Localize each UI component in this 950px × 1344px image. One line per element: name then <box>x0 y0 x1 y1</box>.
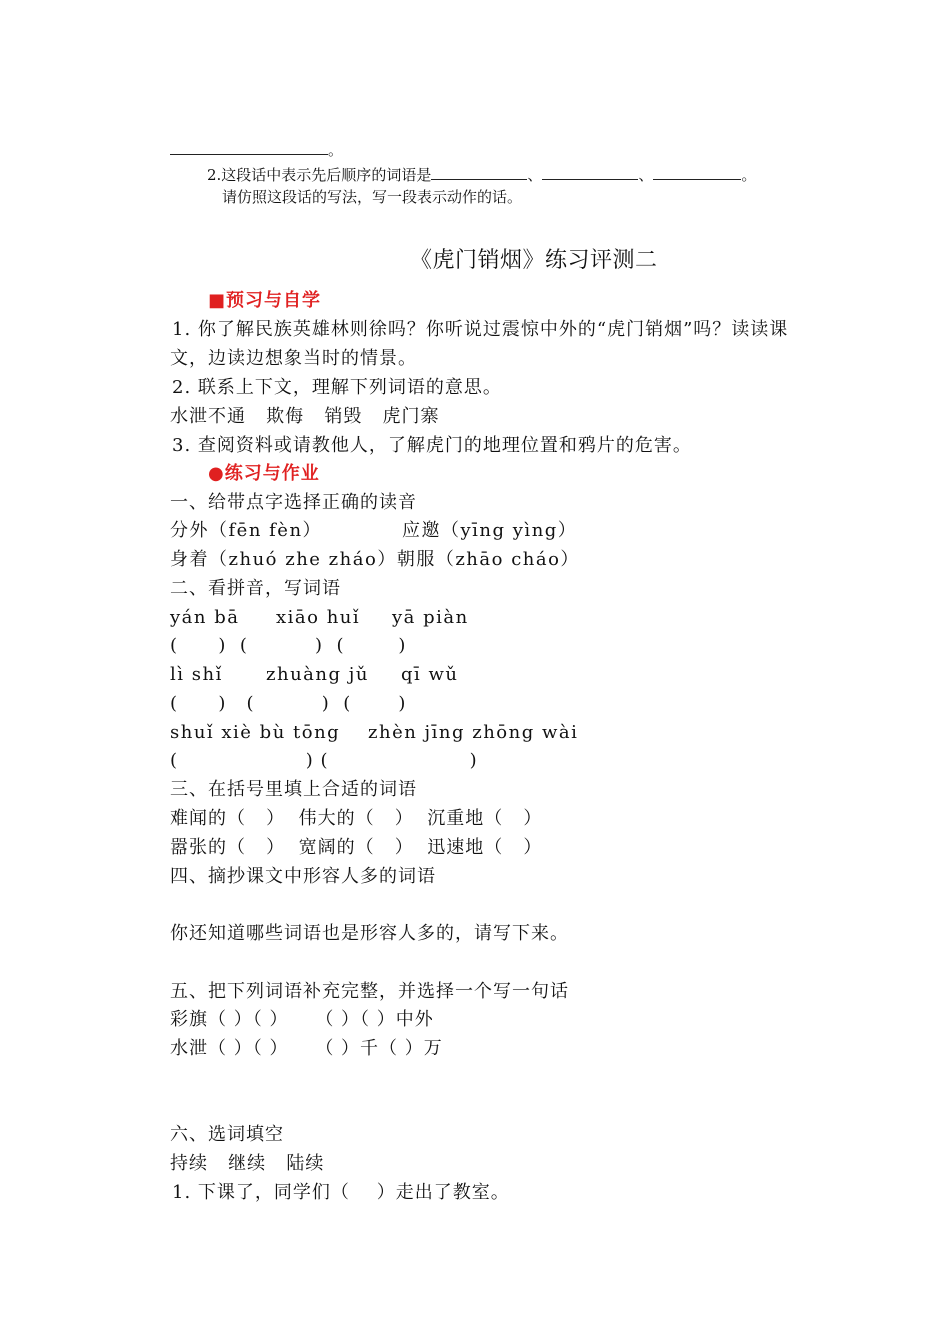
answer-line-row <box>170 140 343 158</box>
pinyin-word: zhèn jīng zhōng wài <box>368 722 579 743</box>
idiom-row: 水泄（ ）（ ） （ ）千（ ）万 <box>170 1038 443 1059</box>
square-bullet-icon: ■ <box>208 290 227 311</box>
period-mark: 。 <box>741 166 757 184</box>
answer-brackets: ( ) ( ) <box>170 750 478 771</box>
section-4-title: 四、摘抄课文中形容人多的词语 <box>170 866 436 887</box>
preview-item-1-line-1: 1. 你了解民族英雄林则徐吗？你听说过震惊中外的“虎门销烟”吗？读读课 <box>172 319 789 340</box>
pronunciation-choice: 应邀（yīng yìng） <box>402 520 578 541</box>
answer-blank <box>542 165 638 180</box>
preview-heading <box>208 292 321 310</box>
question-2-order-words <box>207 165 756 183</box>
separator: 、 <box>638 166 654 184</box>
separator: 、 <box>527 166 543 184</box>
section-6-title: 六、选词填空 <box>170 1124 284 1145</box>
pinyin-word: zhuàng jǔ <box>266 664 369 685</box>
pronunciation-choice-row: 身着（zhuó zhe zháo）朝服（zhāo cháo） <box>170 549 580 570</box>
answer-blank <box>431 165 527 180</box>
fill-in-row: 难闻的（ ） 伟大的（ ） 沉重地（ ） <box>170 808 543 829</box>
page-title: 《虎门销烟》练习评测二 <box>410 248 658 273</box>
section-4-extra: 你还知道哪些词语也是形容人多的，请写下来。 <box>170 923 569 944</box>
imitate-instruction: 请仿照这段话的写法，写一段表示动作的话。 <box>222 188 523 206</box>
pinyin-word: yā piàn <box>392 607 469 628</box>
period-mark: 。 <box>328 141 344 159</box>
practice-heading <box>208 465 320 483</box>
preview-heading-text: 预习与自学 <box>226 290 322 311</box>
pinyin-word: yán bā <box>170 607 240 628</box>
pinyin-word: shuǐ xiè bù tōng <box>170 722 341 743</box>
fill-in-row: 嚣张的（ ） 宽阔的（ ） 迅速地（ ） <box>170 837 543 858</box>
pinyin-word: lì shǐ <box>170 664 223 685</box>
answer-brackets: ( ) ( ) ( ) <box>170 693 407 714</box>
pronunciation-choice: 分外（fēn fèn） <box>170 520 323 541</box>
vocabulary-words: 水泄不通 欺侮 销毁 虎门寨 <box>170 406 440 427</box>
answer-blank <box>170 140 328 155</box>
idiom-row: 彩旗（ ）（ ） （ ）（ ）中外 <box>170 1009 434 1030</box>
section-2-title: 二、看拼音，写词语 <box>170 578 341 599</box>
preview-item-3: 3. 查阅资料或请教他人，了解虎门的地理位置和鸦片的危害。 <box>172 435 692 456</box>
preview-item-2: 2. 联系上下文，理解下列词语的意思。 <box>172 377 502 398</box>
section-3-title: 三、在括号里填上合适的词语 <box>170 779 417 800</box>
preview-item-1-line-2: 文，边读边想象当时的情景。 <box>170 348 417 369</box>
section-1-title: 一、给带点字选择正确的读音 <box>170 492 417 513</box>
practice-heading-text: 练习与作业 <box>224 463 320 484</box>
circle-bullet-icon: ● <box>208 463 225 484</box>
pinyin-word: qī wǔ <box>401 664 459 685</box>
fill-question-1: 1. 下课了，同学们（ ）走出了教室。 <box>172 1182 510 1203</box>
word-choices: 持续 继续 陆续 <box>170 1153 325 1174</box>
answer-blank <box>653 165 741 180</box>
answer-brackets: ( ) ( ) ( ) <box>170 635 407 656</box>
question-2-text: 2.这段话中表示先后顺序的词语是 <box>207 166 432 184</box>
pinyin-word: xiāo huǐ <box>276 607 361 628</box>
section-5-title: 五、把下列词语补充完整，并选择一个写一句话 <box>170 981 569 1002</box>
